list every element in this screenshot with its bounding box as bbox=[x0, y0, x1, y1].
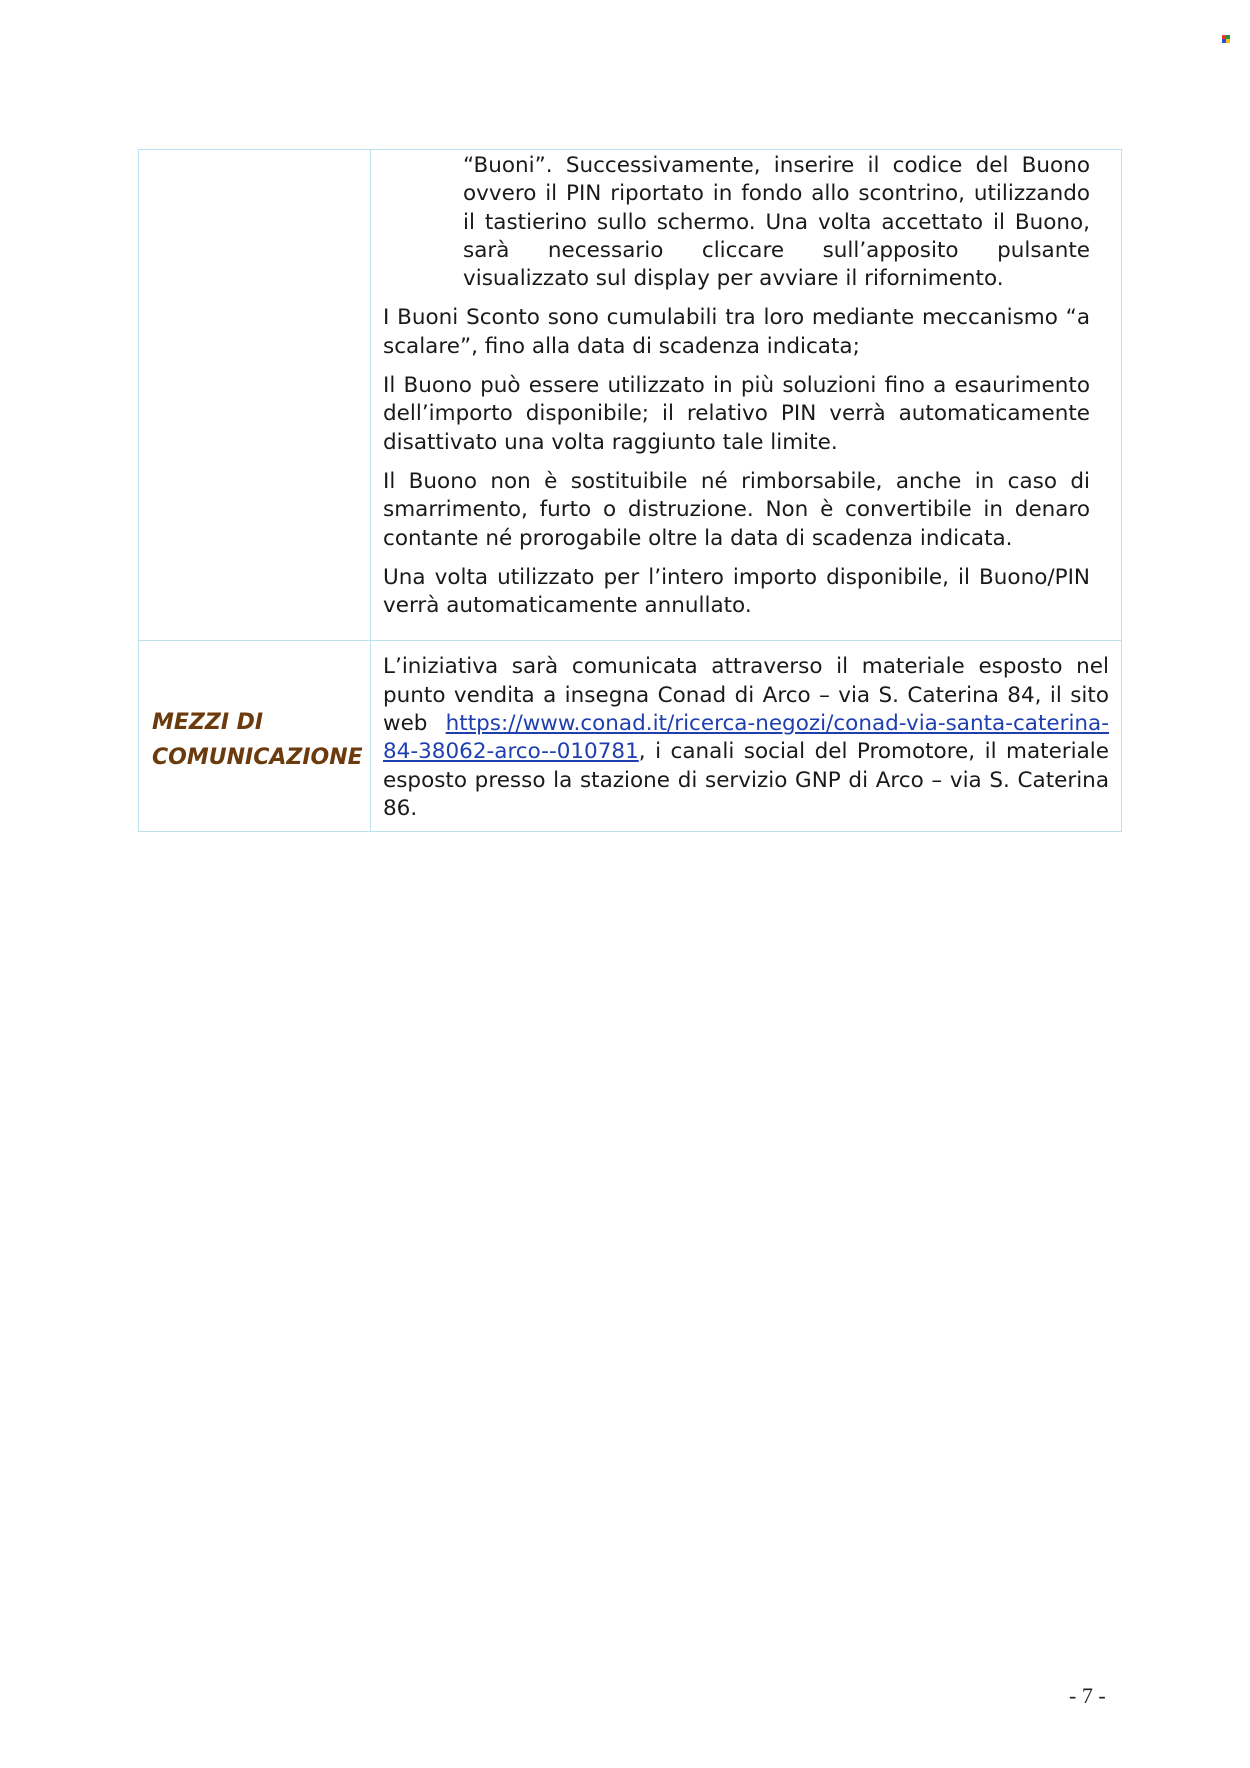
text-after-link: , i canali social del Promotore, il materiale esposto presso la stazione di servizio GNP di Arco – via S. Caterina 86. bbox=[383, 739, 1109, 821]
content-table bbox=[138, 149, 1122, 832]
corner-logo-mark bbox=[1222, 35, 1231, 44]
paragraph: I Buoni Sconto sono cumulabili tra loro mediante meccanismo “a scalare”, fino alla data di scadenza indicata; bbox=[383, 305, 1090, 359]
table-row bbox=[139, 150, 1122, 641]
label-cell-empty bbox=[139, 150, 371, 641]
website-link[interactable]: https://www.conad.it/ricerca-negozi/conad-via-santa-caterina-84-38062-arco--010781 bbox=[383, 711, 1109, 765]
paragraph: Una volta utilizzato per l’intero importo disponibile, il Buono/PIN verrà automaticamente annullato. bbox=[383, 564, 1090, 619]
text-cell bbox=[371, 641, 1122, 832]
paragraph: Il Buono non è sostituibile né rimborsabile, anche in caso di smarrimento, furto o distruzione. Non è convertibile in denaro contante né prorogabile oltre la data di scadenza indicata. bbox=[383, 468, 1090, 551]
section-label-line: COMUNICAZIONE bbox=[152, 745, 363, 771]
continuation-paragraph: “Buoni”. Successivamente, inserire il codice del Buono ovvero il PIN riportato in fondo allo scontrino, utilizzando il tastierino sullo schermo. Una volta accettato il Buono, sarà necessario cliccare sull’apposito pulsante visualizzato sul display per avviare il rifornimento. bbox=[463, 153, 1090, 292]
table-row bbox=[139, 641, 1122, 832]
text-cell bbox=[371, 150, 1122, 641]
communication-paragraph bbox=[383, 653, 1109, 823]
paragraph: Il Buono può essere utilizzato in più soluzioni fino a esaurimento dell’importo disponibile; il relativo PIN verrà automaticamente disattivato una volta raggiunto tale limite. bbox=[383, 373, 1090, 455]
section-label-line: MEZZI DI bbox=[152, 710, 264, 736]
text-before-link: L’iniziativa sarà comunicata attraverso il materiale esposto nel punto vendita a insegna Conad di Arco – via S. Caterina 84, il sito web bbox=[383, 654, 1109, 737]
page-number: - 7 - bbox=[1069, 1683, 1106, 1708]
section-label bbox=[139, 705, 370, 775]
section-label-cell bbox=[139, 641, 371, 832]
